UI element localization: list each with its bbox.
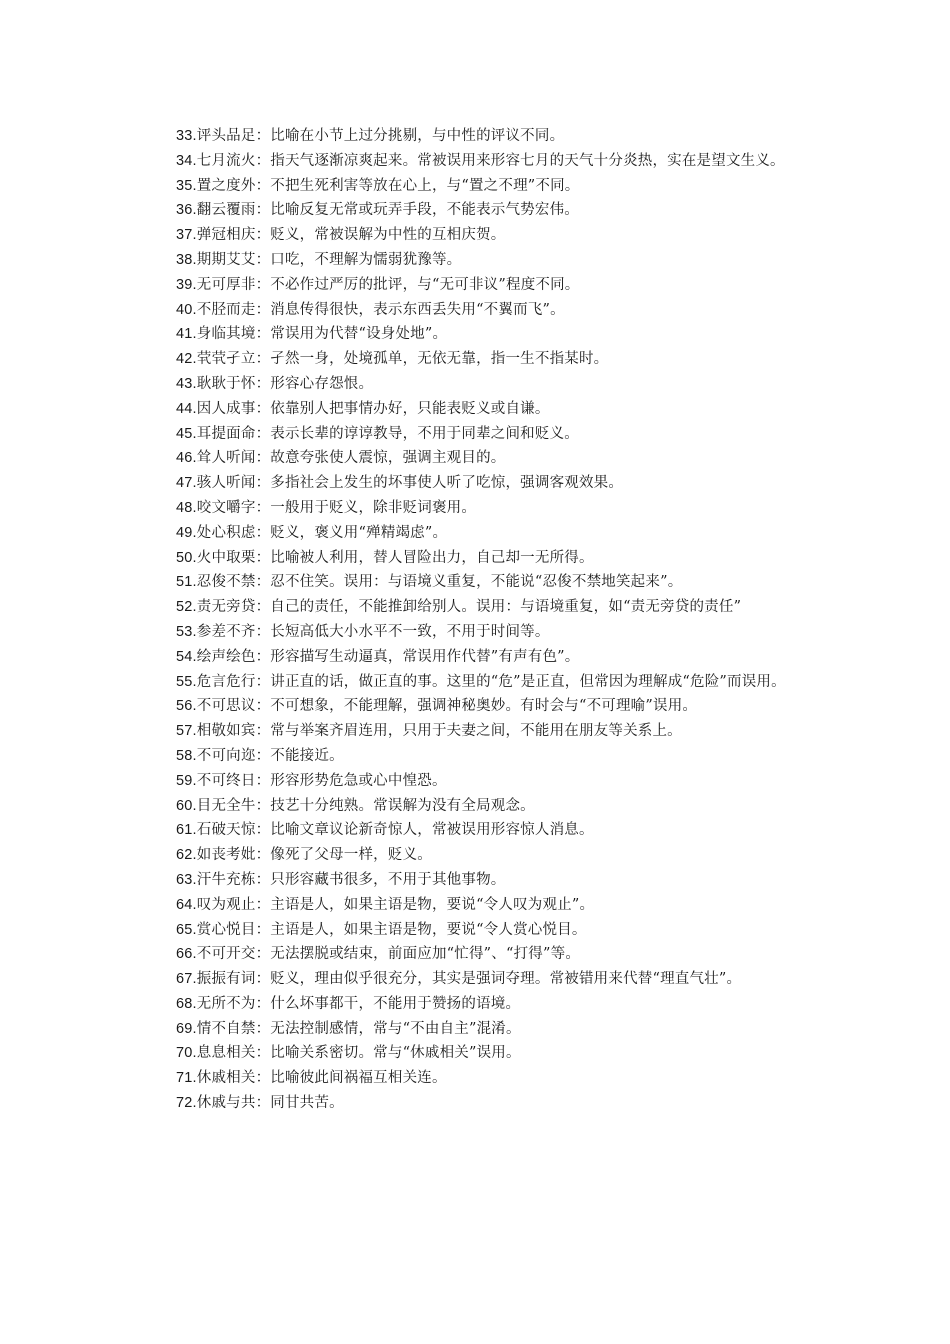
entry-number: 58. [176, 747, 197, 764]
entry-number: 43. [176, 375, 197, 392]
entry-38 [144, 248, 806, 273]
entry-42 [144, 347, 806, 372]
entry-number: 57. [176, 723, 197, 740]
entry-51 [144, 570, 806, 595]
entry-text: 无所不为：什么坏事都干，不能用于赞扬的语境。 [196, 995, 521, 1012]
entry-number: 62. [176, 847, 197, 864]
entry-text: 石破天惊：比喻文章议论新奇惊人，常被误用形容惊人消息。 [196, 822, 594, 839]
entry-55 [144, 670, 806, 695]
entry-40 [144, 298, 806, 323]
entry-number: 53. [176, 623, 197, 640]
entry-number: 49. [176, 524, 197, 541]
entry-text: 身临其境：常误用为代替“设身处地”。 [196, 326, 448, 343]
entry-number: 64. [176, 896, 197, 913]
entry-text: 耸人听闻：故意夸张使人震惊，强调主观目的。 [196, 450, 506, 467]
entry-number: 72. [176, 1095, 197, 1112]
entry-56 [144, 694, 806, 719]
entry-text: 咬文嚼字：一般用于贬义，除非贬词褒用。 [196, 499, 477, 516]
entry-number: 51. [176, 574, 197, 591]
entry-number: 71. [176, 1070, 197, 1087]
entry-number: 46. [176, 450, 197, 467]
entry-number: 44. [176, 400, 197, 417]
entry-number: 60. [176, 797, 197, 814]
entry-text: 不可终日：形容形势危急或心中惶恐。 [196, 772, 447, 789]
entry-70 [144, 1041, 806, 1066]
entry-69 [144, 1017, 806, 1042]
entry-text: 因人成事：依靠别人把事情办好，只能表贬义或自谦。 [196, 400, 550, 417]
entry-72 [144, 1091, 806, 1116]
entry-number: 63. [176, 871, 197, 888]
entry-text: 休戚相关：比喻彼此间祸福互相关连。 [196, 1070, 447, 1087]
entry-37 [144, 223, 806, 248]
entry-number: 33. [176, 128, 197, 144]
entry-text: 耳提面命：表示长辈的谆谆教导，不用于同辈之间和贬义。 [196, 425, 579, 442]
entry-number: 41. [176, 326, 197, 343]
entry-text: 评头品足：比喻在小节上过分挑剔，与中性的评议不同。 [196, 128, 565, 144]
entry-text: 弹冠相庆：贬义，常被误解为中性的互相庆贺。 [196, 227, 506, 244]
entry-number: 69. [176, 1020, 197, 1037]
entry-45 [144, 422, 806, 447]
entry-52 [144, 595, 806, 620]
entry-text: 耿耿于怀：形容心存怨恨。 [196, 375, 374, 392]
entry-71 [144, 1066, 806, 1091]
entry-text: 处心积虑：贬义，褒义用“殚精竭虑”。 [196, 524, 448, 541]
entry-63 [144, 868, 806, 893]
entry-49 [144, 521, 806, 546]
entry-68 [144, 992, 806, 1017]
entry-text: 骇人听闻：多指社会上发生的坏事使人听了吃惊，强调客观效果。 [196, 475, 624, 492]
entry-number: 36. [176, 202, 197, 219]
entry-text: 目无全牛：技艺十分纯熟。常误解为没有全局观念。 [196, 797, 535, 814]
entry-text: 赏心悦目：主语是人，如果主语是物，要说“令人赏心悦目。 [196, 921, 587, 938]
entry-64 [144, 893, 806, 918]
entry-34 [144, 149, 806, 174]
entry-35 [144, 174, 806, 199]
entry-46 [144, 446, 806, 471]
entry-text: 汗牛充栋：只形容藏书很多，不用于其他事物。 [196, 871, 506, 888]
entry-text: 责无旁贷：自己的责任，不能推卸给别人。误用：与语境重复，如“责无旁贷的责任” [196, 599, 742, 616]
entry-number: 35. [176, 177, 197, 194]
entry-number: 40. [176, 301, 197, 318]
entry-number: 42. [176, 351, 197, 368]
entry-number: 65. [176, 921, 197, 938]
entry-number: 47. [176, 475, 197, 492]
entry-number: 39. [176, 276, 197, 293]
entry-43 [144, 372, 806, 397]
entry-57 [144, 719, 806, 744]
entry-text: 翻云覆雨：比喻反复无常或玩弄手段，不能表示气势宏伟。 [196, 202, 579, 219]
entry-48 [144, 496, 806, 521]
entry-59 [144, 769, 806, 794]
entry-number: 37. [176, 227, 197, 244]
entry-text: 参差不齐：长短高低大小水平不一致，不用于时间等。 [196, 623, 550, 640]
entry-50 [144, 546, 806, 571]
entry-text: 如丧考妣：像死了父母一样，贬义。 [196, 847, 432, 864]
entry-text: 不胫而走：消息传得很快，表示东西丢失用“不翼而飞”。 [196, 301, 565, 318]
entry-text: 息息相关：比喻关系密切。常与“休戚相关”误用。 [196, 1045, 521, 1062]
entry-44 [144, 397, 806, 422]
entry-62 [144, 843, 806, 868]
entry-54 [144, 645, 806, 670]
entry-67 [144, 967, 806, 992]
entry-41 [144, 322, 806, 347]
entry-text: 绘声绘色：形容描写生动逼真，常误用作代替”有声有色”。 [196, 648, 580, 665]
entry-text: 休戚与共：同甘共苦。 [196, 1095, 344, 1112]
entry-text: 危言危行：讲正直的话，做正直的事。这里的“危”是正直，但常因为理解成“危险”而误用。 [196, 673, 786, 690]
entry-text: 忍俊不禁：忍不住笑。误用：与语境义重复，不能说“忍俊不禁地笑起来”。 [196, 574, 683, 591]
entry-text: 不可开交：无法摆脱或结束，前面应加“忙得”、“打得”等。 [196, 946, 581, 963]
entry-number: 68. [176, 995, 197, 1012]
entry-text: 不可思议：不可想象，不能理解，强调神秘奥妙。有时会与“不可理喻”误用。 [196, 698, 698, 715]
entry-text: 情不自禁：无法控制感情，常与“不由自主”混淆。 [196, 1020, 521, 1037]
entry-text: 不可向迩：不能接近。 [196, 747, 344, 764]
entry-number: 48. [176, 499, 197, 516]
entry-text: 火中取栗：比喻被人利用，替人冒险出力，自己却一无所得。 [196, 549, 594, 566]
entry-text: 期期艾艾：口吃，不理解为懦弱犹豫等。 [196, 251, 462, 268]
entry-number: 56. [176, 698, 197, 715]
entry-text: 无可厚非：不必作过严厉的批评，与“无可非议”程度不同。 [196, 276, 580, 293]
entry-number: 54. [176, 648, 197, 665]
entry-number: 50. [176, 549, 197, 566]
entry-61 [144, 818, 806, 843]
entry-number: 70. [176, 1045, 197, 1062]
entry-33 [144, 124, 806, 149]
entry-58 [144, 744, 806, 769]
entry-66 [144, 942, 806, 967]
entry-text: 茕茕孑立：孑然一身，处境孤单，无依无靠，指一生不指某时。 [196, 351, 609, 368]
entry-text: 七月流火：指天气逐渐凉爽起来。常被误用来形容七月的天气十分炎热，实在是望文生义。 [196, 152, 785, 169]
entry-60 [144, 794, 806, 819]
entry-number: 59. [176, 772, 197, 789]
entry-36 [144, 198, 806, 223]
entry-number: 34. [176, 152, 197, 169]
document-page [144, 124, 806, 1116]
entry-number: 67. [176, 971, 197, 988]
entry-text: 相敬如宾：常与举案齐眉连用，只用于夫妻之间，不能用在朋友等关系上。 [196, 723, 682, 740]
entry-39 [144, 273, 806, 298]
entry-text: 振振有词：贬义，理由似乎很充分，其实是强词夺理。常被错用来代替“理直气壮”。 [196, 971, 742, 988]
entry-text: 置之度外：不把生死利害等放在心上，与“置之不理”不同。 [196, 177, 580, 194]
entry-number: 61. [176, 822, 197, 839]
entry-number: 52. [176, 599, 197, 616]
entry-number: 66. [176, 946, 197, 963]
entry-number: 45. [176, 425, 197, 442]
entry-65 [144, 918, 806, 943]
entry-text: 叹为观止：主语是人，如果主语是物，要说“令人叹为观止”。 [196, 896, 595, 913]
entry-number: 38. [176, 251, 197, 268]
entry-47 [144, 471, 806, 496]
entry-53 [144, 620, 806, 645]
entry-number: 55. [176, 673, 197, 690]
